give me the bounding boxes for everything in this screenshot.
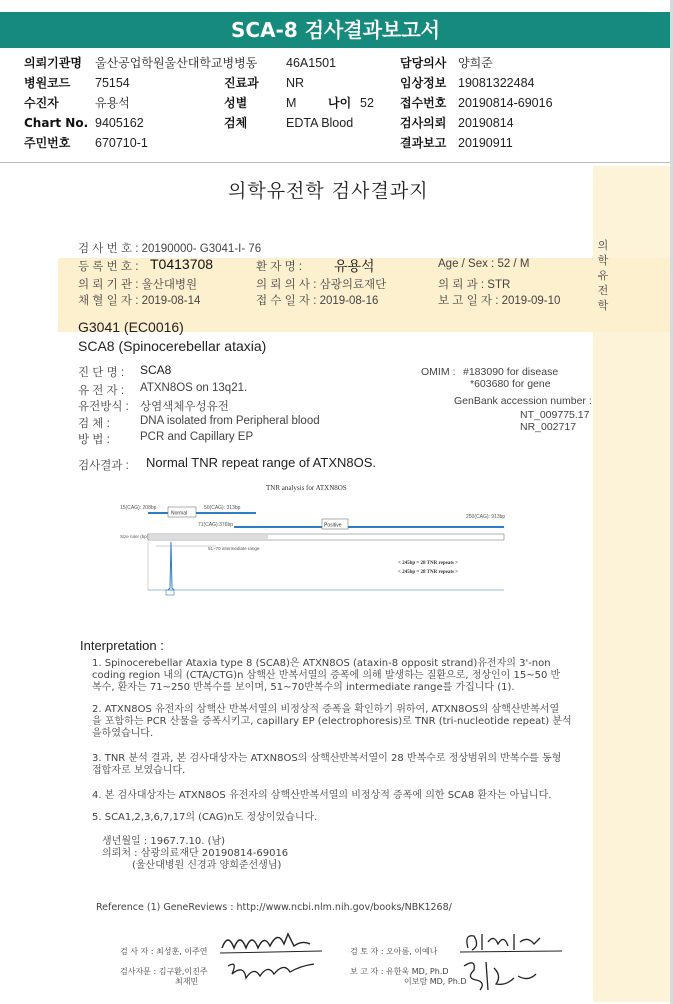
tester-signature	[218, 926, 328, 960]
interp-p5: 5. SCA1,2,3,6,7,17의 (CAG)n도 정상이었습니다.	[92, 812, 318, 823]
interp-p2b: 을 포함하는 PCR 산물을 증폭시키고, capillary EP (electrophoresis)로 TNR (tri-nucleotide repeat) 분석	[92, 716, 572, 727]
paper-title: 의학유전학 검사결과지	[228, 180, 429, 202]
figure-title: TNR analysis for ATXN8OS	[266, 484, 347, 492]
age-sex: Age / Sex : 52 / M	[438, 258, 530, 270]
patient-label: 수진자	[24, 96, 59, 110]
repeat-peak	[168, 542, 174, 590]
supervisor-line: 검사자문 : 김구환,이진주	[120, 967, 208, 976]
receipt-value: 20190814-69016	[458, 96, 553, 110]
method-label: 방 법 :	[78, 434, 110, 446]
interp-p1a: 1. Spinocerebellar Ataxia type 8 (SCA8)은 ATXN8OS (ataxin-8 opposit strand)유전자의 3'-non	[92, 658, 551, 669]
gene-label: 유 전 자 :	[78, 385, 125, 397]
genbank-label: GenBank accession number :	[454, 395, 592, 407]
interp-p4: 4. 본 검사대상자는 ATXN8OS 유전자의 삼핵산반복서열의 비정상적 증폭에 의한 SCA8 환자는 아닙니다.	[92, 790, 552, 801]
normal-max-label: 50(CAG): 313bp	[204, 505, 241, 511]
inheritance-label: 유전방식 :	[78, 401, 129, 413]
doctor-label: 담당의사	[400, 56, 447, 70]
reg-no-value: T0413708	[150, 256, 214, 272]
requesting-doctor: 의 뢰 의 사 : 삼광의료재단	[256, 279, 387, 291]
supervisor-line-2: 최재민	[175, 977, 199, 986]
test-code: G3041 (EC0016)	[78, 319, 184, 335]
method-value: PCR and Capillary EP	[140, 431, 254, 443]
paper-patient-label: 환 자 명 :	[256, 261, 303, 273]
referrer-detail: (울산대병원 신경과 양희준선생님)	[132, 860, 282, 871]
specimen-label: 검체	[224, 116, 248, 130]
date-of-birth: 생년월일 : 1967.7.10. (남)	[102, 836, 226, 847]
vertical-caption: 의학유전학	[597, 239, 609, 312]
interp-p1c: 복수, 환자는 71~250 반복수를 보이며, 51~70반복수의 intermediate range를 가집니다 (1).	[92, 682, 515, 693]
interpretation-heading: Interpretation :	[80, 638, 164, 653]
interp-p2c: 을하였습니다.	[92, 728, 154, 739]
specimen-value: EDTA Blood	[286, 116, 354, 130]
report-date: 보 고 일 자 : 2019-09-10	[438, 295, 561, 307]
receipt-date: 접 수 일 자 : 2019-08-16	[256, 295, 379, 307]
test-name: SCA8 (Spinocerebellar ataxia)	[78, 338, 267, 354]
repeat-result-2: < 245bp = 28 TNR repeats >	[398, 570, 459, 575]
tester-line: 검 사 자 : 최성훈, 이주연	[120, 947, 208, 956]
hospital-code-label: 병원코드	[24, 76, 71, 90]
reporter-signature	[456, 956, 556, 996]
diagnosis-value: SCA8	[140, 363, 172, 377]
patient-value: 유용석	[95, 96, 130, 110]
positive-box-label: Positive	[324, 522, 342, 529]
result-value: Normal TNR repeat range of ATXN8OS.	[146, 455, 377, 470]
report-date-label: 결과보고	[400, 136, 447, 150]
test-number: 검 사 번 호 : 20190000- G3041-I- 76	[78, 243, 262, 255]
scanned-report-page	[58, 166, 670, 1002]
chart-no-label: Chart No.	[24, 116, 89, 130]
interp-p3b: 접합자로 보였습니다.	[92, 765, 186, 776]
resident-no-label: 주민번호	[24, 136, 71, 150]
report-title: SCA-8 검사결과보고서	[0, 12, 671, 48]
institution-label: 의뢰기관명	[24, 56, 82, 70]
supervisor-signature	[224, 956, 334, 986]
report-header	[0, 52, 673, 162]
reviewer-line: 검 토 자 : 오아름, 이예나	[350, 947, 438, 956]
clinical-info-label: 임상정보	[400, 76, 447, 90]
size-ruler-marks	[148, 535, 268, 539]
hospital-code-value: 75154	[95, 76, 130, 90]
sex-label: 성별	[224, 96, 248, 110]
omim-gene: *603680 for gene	[470, 378, 551, 390]
reporter-line: 보 고 자 : 유한욱 MD, Ph.D	[350, 967, 449, 976]
reference: Reference (1) GeneReviews : http://www.ncbi.nlm.nih.gov/books/NBK1268/	[96, 902, 452, 913]
intermediate-label: 51~70 intermediate range	[208, 546, 260, 551]
normal-min-label: 15(CAG): 208bp	[120, 505, 157, 511]
interp-p3a: 3. TNR 분석 결과, 본 검사대상자는 ATXN8OS의 삼핵산반복서열이 28 반복수로 정상범위의 반복수를 동형	[92, 753, 562, 764]
genbank-nt: NT_009775.17	[520, 409, 590, 421]
interp-p2a: 2. ATXN8OS 유전자의 삼핵산 반복서열의 비정상적 증폭을 확인하기 위하여, ATXN8OS의 삼핵산반복서열	[92, 704, 560, 715]
gene-value: ATXN8OS on 13q21.	[140, 382, 248, 394]
reporter-line-2: 이보람 MD, Ph.D	[404, 977, 467, 986]
result-label: 검사결과 :	[78, 460, 129, 472]
omim-label: OMIM :	[421, 366, 456, 378]
omim-disease: #183090 for disease	[463, 366, 559, 378]
specimen-type-value: DNA isolated from Peripheral blood	[140, 415, 320, 427]
requesting-department: 의 뢰 과 : STR	[438, 279, 511, 291]
age-label: 나이	[328, 96, 352, 110]
repeat-result-1: < 245bp = 28 TNR repeats >	[398, 561, 459, 566]
chart-no-value: 9405162	[95, 116, 144, 130]
tnr-analysis-figure	[116, 480, 516, 600]
normal-box-label: Normal	[171, 510, 188, 517]
positive-min-label: 71(CAG):376bp	[198, 522, 234, 528]
paper-patient-value: 유용석	[334, 259, 375, 275]
requesting-institution: 의 뢰 기 관 : 울산대병원	[78, 279, 198, 291]
institution-code: 46A1501	[286, 56, 337, 70]
sex-value: M	[286, 96, 297, 110]
doctor-value: 양희준	[458, 56, 493, 70]
department-label: 진료과	[224, 76, 259, 90]
inheritance-value: 상염색체우성유전	[140, 401, 229, 413]
resident-no-value: 670710-1	[95, 136, 148, 150]
referrer: 의뢰처 : 삼광의료재단 20190814-69016	[102, 848, 289, 859]
size-ruler-label: Size ruler (bp)	[120, 534, 149, 539]
peak-marker	[166, 590, 174, 595]
reviewer-signature	[458, 928, 568, 958]
diagnosis-label: 진 단 명 :	[78, 367, 125, 379]
receipt-label: 접수번호	[400, 96, 447, 110]
positive-max-label: 250(CAG): 913bp	[466, 514, 506, 520]
institution-value: 울산공업학원울산대학교병병동	[95, 56, 258, 70]
header-divider	[0, 162, 671, 163]
reg-no-label: 등 록 번 호 :	[78, 261, 139, 273]
age-value: 52	[360, 96, 374, 110]
department-value: NR	[286, 76, 305, 90]
genbank-nr: NR_002717	[520, 421, 577, 433]
request-value: 20190814	[458, 116, 514, 130]
interp-p1b: coding region 내의 (CTA/CTG)n 삼핵산 반복서열의 증폭에 의해 발생하는 질환으로, 정상인이 15~50 반	[92, 670, 561, 681]
collection-date: 채 혈 일 자 : 2019-08-14	[78, 295, 201, 307]
request-label: 검사의뢰	[400, 116, 447, 130]
report-date-value: 20190911	[458, 136, 513, 150]
specimen-type-label: 검 체 :	[78, 418, 110, 430]
clinical-info-value: 19081322484	[458, 76, 535, 90]
